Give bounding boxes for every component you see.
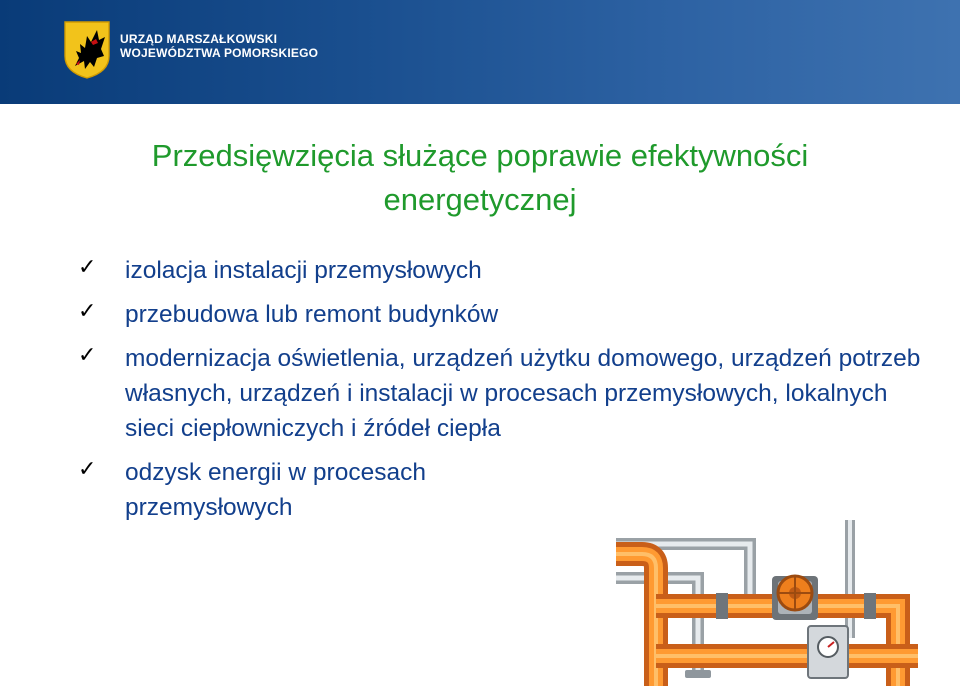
bullet-text: izolacja instalacji przemysłowych (125, 257, 482, 284)
bullet-text: odzysk energii w procesach przemysłowych (125, 459, 426, 521)
slide-title-line-1: Przedsięwzięcia służące poprawie efektywności (151, 138, 809, 173)
organization-name-line-1: URZĄD MARSZAŁKOWSKI (120, 32, 278, 46)
bullet-item (78, 341, 938, 446)
bullet-text: przebudowa lub remont budynków (125, 301, 499, 328)
slide-title-line-2: energetycznej (383, 182, 577, 217)
bullet-item (78, 455, 938, 525)
slide-title (40, 134, 920, 222)
organization-name-line-2: WOJEWÓDZTWA POMORSKIEGO (120, 46, 319, 60)
bullet-list (78, 253, 938, 534)
bullet-item (78, 253, 938, 288)
organization-name (120, 32, 318, 60)
header-band (0, 0, 960, 104)
checkmark-icon: ✓ (78, 255, 97, 280)
checkmark-icon: ✓ (78, 299, 97, 324)
checkmark-icon: ✓ (78, 457, 97, 482)
industrial-pipes-with-valve-icon (612, 520, 918, 686)
checkmark-icon: ✓ (78, 343, 97, 368)
griffin-crest-icon (62, 20, 112, 80)
bullet-item (78, 297, 938, 332)
bullet-text: modernizacja oświetlenia, urządzeń użytku domowego, urządzeń potrzeb własnych, urządzeń i instalacji w procesach przemysłowych, lokalnych sieci ciepłowniczych i źródeł ciepła (125, 345, 921, 442)
